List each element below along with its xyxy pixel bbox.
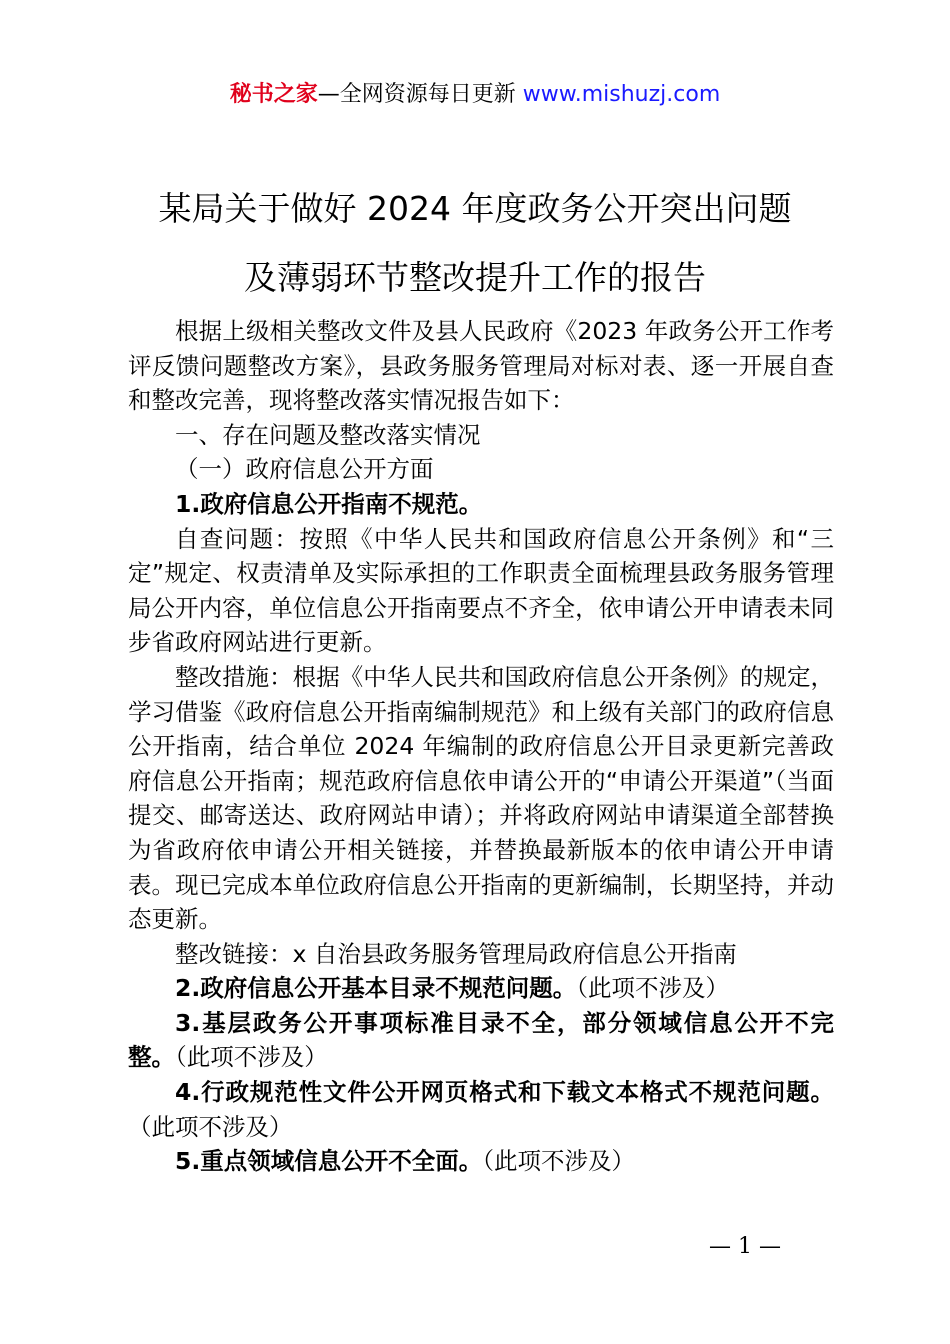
item-4-heading: 4.行政规范性文件公开网页格式和下载文本格式不规范问题。	[175, 1078, 834, 1107]
document-title-line-1: 某局关于做好 2024 年度政务公开突出问题	[158, 189, 792, 228]
item-5-heading: 5.重点领域信息公开不全面。	[175, 1147, 483, 1176]
page-number: — 1 —	[709, 1234, 781, 1259]
site-url-link[interactable]: www.mishuzj.com	[522, 82, 721, 107]
item-2-heading: 2.政府信息公开基本目录不规范问题。	[175, 974, 577, 1003]
header-tagline: —全网资源每日更新	[317, 82, 523, 107]
document-title-line-2: 及薄弱环节整改提升工作的报告	[244, 258, 706, 297]
self-check-paragraph: 自查问题：按照《中华人民共和国政府信息公开条例》和“三定”规定、权责清单及实际承担的工作职责全面梳理县政务服务管理局公开内容，单位信息公开指南要点不齐全，依申请公开申请表未同步省政府网站进行更新。	[128, 524, 834, 657]
brand-name: 秘书之家	[229, 82, 318, 107]
item-1-heading: 1.政府信息公开指南不规范。	[175, 489, 483, 518]
item-3-heading: 3.基层政务公开事项标准目录不全，部分领域信息公开不完整。	[128, 1008, 834, 1072]
item-4-note: （此项不涉及）	[128, 1112, 293, 1141]
document-body	[128, 314, 834, 1179]
subsection-heading: （一）政府信息公开方面	[175, 455, 434, 484]
item-4	[128, 1075, 834, 1144]
measures-paragraph: 整改措施：根据《中华人民共和国政府信息公开条例》的规定，学习借鉴《政府信息公开指南编制规范》和上级有关部门的政府信息公开指南，结合单位 2024 年编制的政府信息公开目录更新完善政府信息公开指南；规范政府信息依申请公开的“申请公开渠道”（当面提交、邮寄送达、政府网站申请）；并将政府网站申请渠道全部替换为省政府依申请公开相关链接，并替换最新版本的依申请公开申请表。现已完成本单位政府信息公开指南的更新编制，长期坚持，并动态更新。	[128, 662, 834, 934]
link-paragraph: 整改链接：x 自治县政务服务管理局政府信息公开指南	[175, 939, 737, 968]
section-heading: 一、存在问题及整改落实情况	[175, 420, 481, 449]
intro-paragraph: 根据上级相关整改文件及县人民政府《2023 年政务公开工作考评反馈问题整改方案》，县政务服务管理局对标对表、逐一开展自查和整改完善，现将整改落实情况报告如下：	[128, 317, 834, 415]
item-2-note: （此项不涉及）	[576, 974, 730, 1003]
site-header	[0, 80, 950, 110]
item-3-note: （此项不涉及）	[175, 1043, 328, 1072]
item-2	[128, 971, 834, 1006]
item-5	[128, 1144, 834, 1179]
item-1	[128, 487, 834, 522]
item-3	[128, 1006, 834, 1075]
item-5-note: （此项不涉及）	[482, 1147, 636, 1176]
